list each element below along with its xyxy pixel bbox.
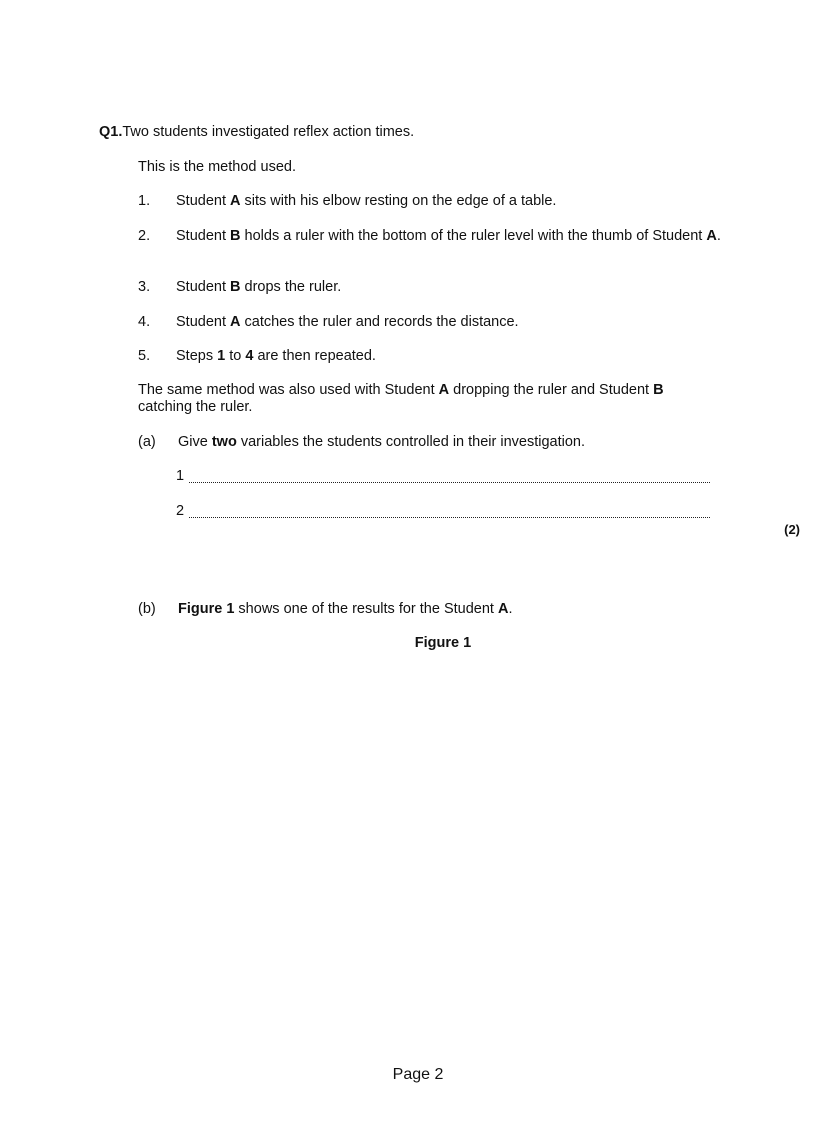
answer-line-1[interactable] — [176, 468, 710, 485]
step-text — [176, 228, 746, 245]
question-text-part: variables the students controlled in their investigation. — [236, 434, 586, 450]
question-bold: two — [211, 434, 237, 450]
step-text — [176, 279, 746, 296]
step-number: 4. — [138, 314, 151, 330]
step-number: 5. — [138, 348, 151, 364]
question-bold: A — [497, 601, 509, 617]
question-text-part: shows one of the results for the Student — [234, 601, 498, 617]
figure-title: Figure 1 — [414, 635, 472, 651]
answer-line-number: 2 — [176, 503, 185, 519]
step-bold: A — [230, 314, 241, 330]
question-text-part: . — [508, 601, 513, 617]
step-text — [176, 348, 746, 365]
step-text-part: catches the ruler and records the distance. — [240, 314, 519, 330]
paragraph-bold: B — [653, 382, 664, 398]
step-bold: 4 — [245, 348, 254, 364]
step-text-part: Student — [176, 228, 231, 244]
part-b-label: (b) — [138, 601, 156, 617]
step-text — [176, 193, 746, 210]
step-number: 2. — [138, 228, 151, 244]
step-text — [176, 314, 746, 331]
question-title — [99, 124, 414, 141]
question-title-text: Two students investigated reflex action times. — [122, 124, 415, 140]
step-text-part: Steps — [176, 348, 218, 364]
step-text-part: Student — [176, 314, 231, 330]
step-number: 3. — [138, 279, 151, 295]
figure-area — [138, 660, 738, 1040]
paragraph-text-part: The same method was also used with Student — [138, 382, 439, 398]
question-bold: Figure 1 — [178, 601, 235, 617]
answer-line-2[interactable] — [176, 503, 710, 520]
step-bold: A — [230, 193, 241, 209]
step-bold: A — [706, 228, 717, 244]
step-text-part: . — [716, 228, 721, 244]
answer-line-number: 1 — [176, 468, 185, 484]
paragraph-bold: A — [438, 382, 450, 398]
answer-dotted-line[interactable] — [189, 504, 710, 518]
method-intro: This is the method used. — [138, 159, 296, 175]
question-number: Q1. — [99, 124, 123, 140]
step-bold: B — [230, 279, 241, 295]
step-text-part: are then repeated. — [253, 348, 376, 364]
marks-indicator: (2) — [784, 522, 800, 537]
part-b-question — [178, 601, 513, 618]
step-text-part: Student — [176, 279, 231, 295]
answer-dotted-line[interactable] — [189, 469, 710, 483]
paragraph-text-part: dropping the ruler and Student — [449, 382, 654, 398]
paragraph-text-part: catching the ruler. — [138, 399, 253, 415]
step-text-part: sits with his elbow resting on the edge of a table. — [240, 193, 557, 209]
step-bold: 1 — [217, 348, 226, 364]
step-number: 1. — [138, 193, 151, 209]
step-bold: B — [230, 228, 241, 244]
step-text-part: Student — [176, 193, 231, 209]
step-text-part: holds a ruler with the bottom of the ruler level with the thumb of Student — [240, 228, 707, 244]
question-text-part: Give — [178, 434, 212, 450]
part-a-label: (a) — [138, 434, 156, 450]
page-number: Page 2 — [392, 1066, 444, 1083]
same-method-paragraph — [138, 382, 708, 416]
step-text-part: drops the ruler. — [240, 279, 342, 295]
part-a-question — [178, 434, 585, 451]
step-text-part: to — [225, 348, 246, 364]
